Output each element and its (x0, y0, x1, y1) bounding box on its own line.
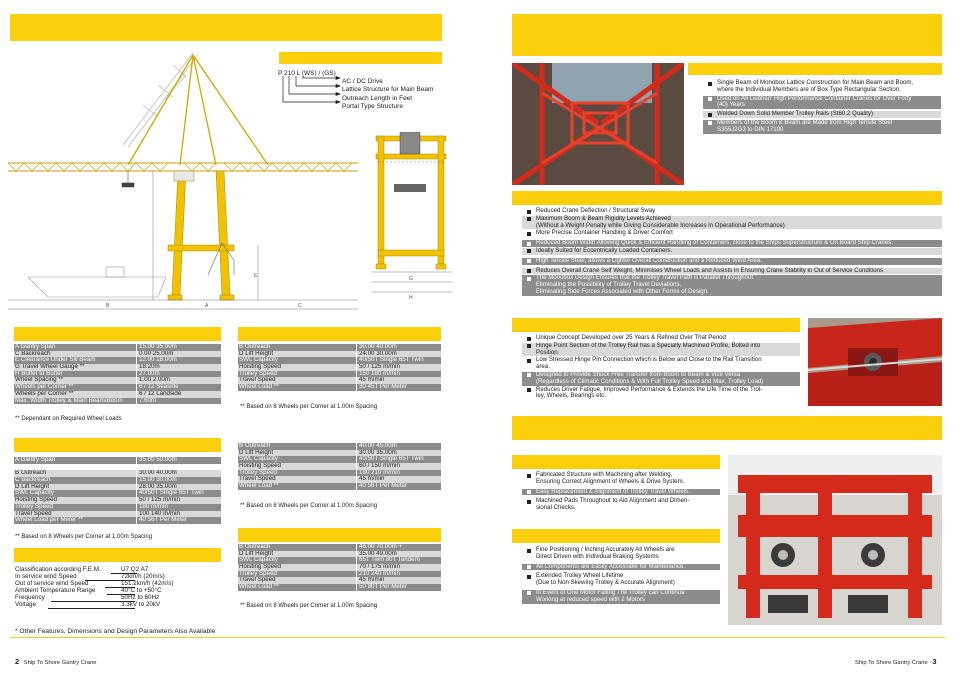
dim-letter: E (254, 273, 258, 279)
table-p3 (238, 544, 441, 591)
cell-value: 40 56T Per Meter (356, 483, 407, 490)
cell-value: 30 45T Per Meter (356, 384, 407, 391)
crane-end-view-drawing (372, 132, 452, 312)
section-bar-p3 (238, 528, 441, 542)
cell-label: G Travel Wheel Gauge ** (15, 364, 85, 371)
list-item (522, 230, 942, 237)
cell-label: Wheel Load ** (239, 483, 279, 490)
footer-rule (10, 637, 945, 638)
bullet-text: Reduces Overall Crane Self Weight, Minimises Wheel Loads and Assists in Ensuring Crane Stability in Out of Service Conditions (536, 266, 884, 274)
section-bar-p1 (238, 327, 441, 341)
cell-label: Travel Speed (239, 577, 276, 584)
bullet-text: All Components are Easily Accessible for Maintenance. (536, 562, 686, 570)
cell-value: 45 m/min (356, 476, 384, 483)
table-row (14, 351, 221, 358)
list-item (522, 335, 800, 342)
table-row (238, 384, 441, 391)
bullet-square-icon (527, 242, 531, 246)
bullet-square-icon (527, 249, 531, 253)
cell-label: Wheel Load ** (239, 584, 279, 591)
cell-value: 150 180 m/min (356, 371, 400, 378)
page-number: 2 (15, 657, 20, 666)
table-main-note: ** Dependant on Required Wheel Loads (15, 416, 122, 422)
cell-value: 30.00 40.00m (356, 344, 397, 351)
model-code-item: Portal Type Structure (342, 102, 403, 110)
cell-label: Trolley Speed (239, 469, 277, 476)
dim-letter: C (298, 303, 302, 309)
cell-value: 60 / 150 m/min (356, 463, 400, 470)
cell-label: C Backreach (15, 477, 51, 484)
cell-label: B Outreach (239, 544, 271, 550)
bullet-square-icon (527, 259, 531, 263)
bullet-text: Extended Trolley Wheel Lifetime (Due to Non Skewing Trolley & Accurate Alignment) (536, 572, 675, 587)
cell-value: 40 56T Per Meter (136, 517, 187, 524)
bullet-square-icon (527, 591, 531, 595)
table-row (238, 571, 441, 578)
table-row (14, 384, 221, 391)
cell-value: 12.00 18.00m (136, 357, 177, 364)
cell-value: 65T Twin 80T Tandem (356, 557, 420, 564)
cell-label: Hoisting Speed (239, 364, 281, 371)
spec-label: Out of service wind Speed (15, 579, 89, 587)
table-row (14, 511, 221, 518)
table-row (238, 443, 441, 450)
list-item (522, 590, 720, 604)
bullet-text: Easy Replacement & Alignment of Trolley Travel Wheels. (536, 487, 690, 495)
table-main2-note: ** Based on 8 Wheels per Corner at 1.00m Spacing (15, 534, 153, 540)
cell-value: 1.00 2.00m (136, 377, 170, 384)
cell-label: Wheels per Corner ** (15, 390, 74, 397)
boom-bullets-bar (688, 63, 942, 75)
right-page-footer (855, 657, 940, 666)
table-row (14, 484, 221, 491)
bullet-square-icon (708, 113, 712, 117)
cell-value: 70 / 175 m/min (356, 564, 400, 571)
cell-label: D Lift Height (239, 350, 274, 357)
table-row (238, 577, 441, 584)
bullet-text: More Precise Container Handling & Driver Comfort (536, 229, 673, 237)
cell-value: 18.20m (136, 364, 160, 371)
general-spec (15, 567, 174, 608)
list-item (522, 547, 720, 561)
left-page-footer (12, 657, 97, 666)
cell-label: A Gantry Span (15, 457, 56, 463)
cell-value: 15.00 35.00m (136, 344, 177, 351)
crane-elevation-drawing (8, 45, 368, 320)
bullet-square-icon (527, 232, 531, 236)
page-title: Ship To Shore Gantry Crane (855, 660, 928, 666)
table-row (14, 497, 221, 504)
spec-value: U7 Q2 A7 (121, 566, 149, 573)
table-row (14, 457, 221, 464)
cell-value: 30.00 40.00m (136, 470, 177, 477)
list-item (522, 248, 942, 255)
hinge-graphic (808, 318, 942, 406)
cell-value: 50 / 125 m/min (136, 497, 180, 504)
bullet-text: Designed to Provide Shock Free Transfer from Boom to Beam & Vice Versa (Regardless of Climatic Conditions & With Full Trolley Speed and Max. Trolley Load) (536, 370, 764, 385)
table-row (14, 517, 221, 524)
cell-value: 40/50T Single 65T Twin (136, 490, 204, 497)
footer-note: * Other Features, Dimensions and Design Parameters Also Available (15, 628, 216, 635)
cell-label: D Lift Height (239, 550, 274, 557)
section-bar-spec (14, 548, 221, 562)
advantages-bar (512, 191, 942, 205)
trolley-header-bar (512, 416, 942, 440)
bullet-square-icon (527, 344, 531, 348)
table-row (238, 371, 441, 378)
table-row (238, 557, 441, 564)
cell-value: 210 240 m/min (356, 571, 400, 578)
cell-value: 6 / 12 Seaside (136, 384, 179, 391)
table-row (238, 450, 441, 457)
table-row (238, 470, 441, 477)
cell-value: 40/50T Single 65T Twin (356, 456, 424, 463)
table-row (14, 357, 221, 364)
list-item (522, 343, 800, 357)
dim-letter: B (106, 303, 110, 309)
section-bar-portal (14, 327, 221, 341)
bullet-square-icon (527, 549, 531, 553)
model-code-item: Lattice Structure for Main Beam (342, 86, 434, 94)
list-item (522, 372, 800, 386)
cell-value: 30.00 35.00m (356, 450, 397, 457)
cell-value: 180 210 m/min (356, 470, 400, 477)
spec-label: Ambient Temperature Range (15, 586, 96, 594)
cell-value: 40.00 45.00m (356, 443, 397, 450)
list-item (522, 357, 800, 371)
bullet-text: Used on All Liebherr High Performance Container Cranes for Over Forty (40) Years (717, 94, 912, 109)
cell-value: 180 m/min (136, 504, 168, 511)
table-row (238, 483, 441, 490)
model-code-item: Outreach Length in Feet (342, 94, 413, 102)
bullet-square-icon (527, 277, 531, 281)
bullet-text: Reduced Crane Deflection / Structural Sway (536, 207, 656, 214)
list-item (703, 80, 941, 94)
bullet-text: Members of the Boom & Beam are Made from High Tensile Steel S355J2G3 to DIN 17100 (717, 118, 892, 133)
table-p2-note: ** Based on 8 Wheels per Corner at 1.00m Spacing (240, 503, 378, 509)
bullet-text: High Tensile Steel, allows a Lighter Overall Construction and a Reduced Wind Area. (536, 256, 762, 264)
cell-value: 40/50T Single 65T Twin (356, 357, 424, 364)
cell-value: 50 / 125 m/min (356, 364, 400, 371)
list-item (522, 208, 942, 215)
bullet-square-icon (527, 210, 531, 214)
cell-label: Hoisting Speed (239, 564, 281, 571)
bullet-text: Unique Concept Developed over 25 Years & Refined Over That Period (536, 334, 726, 341)
table-row (14, 377, 221, 384)
table-row (238, 351, 441, 358)
cell-label: Trolley Speed (239, 370, 277, 377)
table-row (14, 490, 221, 497)
bullet-square-icon (527, 269, 531, 273)
list-item (522, 573, 720, 587)
list-item (522, 275, 942, 295)
cell-value: 27.00m (136, 371, 160, 378)
table-row (14, 470, 221, 477)
list-item (522, 258, 942, 265)
cell-label: Travel Speed (239, 377, 276, 384)
drive-bullets (522, 547, 720, 605)
drive-bar (512, 529, 720, 543)
bullet-square-icon (527, 337, 531, 341)
left-header-bar (10, 14, 442, 41)
boom-interior-graphic (512, 63, 684, 185)
cell-label: B Outreach (239, 344, 271, 350)
boom-bullets (703, 80, 941, 135)
list-item (522, 216, 942, 230)
cell-label: B Outreach (239, 443, 271, 449)
table-row (14, 477, 221, 484)
table-row (238, 344, 441, 351)
table-p1-note: ** Based on 8 Wheels per Corner at 1.00m Spacing (240, 404, 378, 410)
cell-value: 7.60m (136, 398, 156, 405)
cell-value: 6 / 12 Landside (136, 391, 181, 398)
cell-value: 50 80T Per Meter (356, 584, 407, 591)
bullet-square-icon (527, 490, 531, 494)
bullet-text: Reduces Driver Fatigue, Improved Performance & Extends the Life Time of the Trol- ley, Wheels, Bearings etc. (536, 385, 763, 400)
table-row (238, 463, 441, 470)
model-code-item: AC / DC Drive (342, 78, 383, 86)
spec-value: 151.2km/h (42m/s) (121, 579, 174, 587)
list-item (522, 472, 720, 486)
spec-label: Voltage (15, 600, 37, 608)
cell-value: 45 m/min (356, 377, 384, 384)
cell-label: Wheels per Corner ** (15, 384, 74, 391)
cell-value: 28.00 35.00m (136, 484, 177, 491)
bullet-text: Machined Pads Throughout to Aid Alignment and Dimen- sional Checks. (536, 497, 690, 512)
cell-value: 46.00 70.00m + (356, 544, 402, 551)
cell-label: B Outreach (15, 470, 47, 477)
cell-label: D Lift Height (239, 449, 274, 456)
trolley-graphic (728, 455, 942, 625)
cell-value: 24.00 30.00m (356, 351, 397, 358)
bullet-square-icon (708, 121, 712, 125)
bullet-text: Maximum Boom & Beam Rigidity Levels Achieved (Without a Weight Penalty while Giving Considerable Increases in Operational Performance) (536, 214, 785, 229)
cell-label: SWL Capacity (15, 490, 54, 497)
spec-label: Classification according F.E.M. (15, 566, 101, 573)
wheel-bar (512, 455, 720, 469)
cell-label: E Clearance Under Sill Beam (15, 357, 96, 364)
advantage-bullets (522, 208, 942, 297)
dim-letter: G (409, 276, 413, 282)
spec-label: Frequency (15, 593, 45, 601)
wheel-bullets (522, 472, 720, 513)
list-item (703, 120, 941, 134)
cell-label: SWL Capacity (239, 357, 278, 364)
cell-label: Max. Width Trolley & Main Beam/Boom (15, 397, 123, 404)
cell-label: A Gantry Span (15, 344, 56, 350)
bullet-text: Fine Positioning / Inching Accurately All Wheels are Direct Driven with Individual Braking Systems (536, 546, 675, 560)
bullet-text: Welded Down Solid Member Trolley Rails (St60.2 Quality) (717, 110, 874, 118)
bullet-square-icon (527, 565, 531, 569)
bullet-square-icon (708, 97, 712, 101)
dim-letter: A (205, 303, 209, 309)
cell-label: SWL Capacity (239, 456, 278, 463)
hinge-bullets (522, 335, 800, 401)
page-number: 3 (932, 657, 937, 666)
spec-label: In service wind Speed (15, 572, 77, 580)
list-item (522, 387, 800, 401)
table-row (14, 371, 221, 378)
table-row (238, 456, 441, 463)
bullet-text: Hinge Point Section of the Trolley Rail has a Specially Machined Profile, Bolted into Position. (536, 341, 761, 356)
bullet-text: Fabricated Structure with Machining after Welding, Ensuring Correct Alignment of Wheels & Drive System. (536, 471, 685, 485)
cell-label: SWL Capacity (239, 557, 278, 564)
list-item (703, 96, 941, 110)
bullet-square-icon (527, 388, 531, 392)
hinge-photo (808, 318, 942, 406)
boom-interior-photo (512, 63, 684, 185)
table-p2 (238, 443, 441, 490)
cell-label: D Lift Height (15, 483, 50, 490)
table-main (14, 344, 221, 404)
cell-label: Wheel Load ** (239, 384, 279, 391)
hinge-bar (512, 318, 800, 332)
cell-value (136, 464, 139, 471)
table-row (238, 377, 441, 384)
bullet-text: Reduced Boom Width Allowing Quick & Efficient Handling of Containers, close to the Ships Superstructure & On Board Ship Cranes. (536, 239, 893, 247)
table-row (14, 344, 221, 351)
table-main2 (14, 457, 221, 524)
cell-label: Wheel Spacing ** (15, 377, 64, 384)
spec-value: 3.3kV to 20kV (121, 600, 161, 608)
cell-label: Wheel Load per Meter ** (15, 517, 83, 524)
table-row (238, 551, 441, 558)
model-code: P 210 L (WS) / (GS) (278, 70, 336, 77)
cell-label: Trolley Speed (15, 503, 53, 510)
list-item (522, 564, 720, 571)
section-bar-main2 (14, 438, 221, 452)
dim-letter: H (409, 295, 413, 301)
cell-value: 100 140 m/min (136, 511, 180, 518)
table-row (238, 584, 441, 591)
list-item (522, 240, 942, 247)
cell-value: 35.00 49.00m (356, 551, 397, 558)
spec-value: 50Hz to 60Hz (121, 593, 160, 601)
bullet-text: In Event of One Motor Failing The Trolley can Continue Working at reduced speed with 2 Motors (536, 588, 685, 603)
spec-value: 40°C to +50°C (121, 586, 162, 594)
bullet-text: The Monobox Design Ensures that the Trolley Travel Path is Parallel Throughout Eliminating the Possibility of Trolley Travel Deviations. Eliminating Side Forces Associated with Other Forms of Design. (536, 274, 754, 295)
list-item (522, 268, 942, 275)
list-item (522, 489, 720, 496)
bullet-square-icon (708, 82, 712, 86)
table-row (14, 391, 221, 398)
cell-label: Travel Speed (15, 510, 52, 517)
cell-label: Hoisting Speed (239, 463, 281, 470)
bullet-square-icon (527, 500, 531, 504)
cell-label: Hoisting Speed (15, 497, 57, 504)
bullet-square-icon (527, 474, 531, 478)
bullet-square-icon (527, 217, 531, 221)
bullet-text: Low Stressed Hinge Pin Connection which is Below and Close to the Rail Transition area. (536, 356, 762, 371)
cell-label: Travel Speed (239, 476, 276, 483)
bullet-text: Single Beam of Monobox Lattice Construction for Main Beam and Boom, where the Individual Members are of Box Type Rectangular Section. (717, 79, 914, 93)
table-row (14, 504, 221, 511)
right-header-bar (512, 14, 942, 56)
table-p1 (238, 344, 441, 391)
page-title: Ship To Shore Gantry Crane (23, 660, 97, 666)
table-row (14, 398, 221, 405)
bullet-square-icon (527, 359, 531, 363)
bullet-text: Ideally Suited for Eccentrically Loaded Containers. (536, 246, 673, 254)
list-item (703, 111, 941, 118)
cell-value: 35.00 50.00m (136, 457, 177, 464)
table-row (238, 476, 441, 483)
table-row (238, 357, 441, 364)
table-row (14, 464, 221, 471)
cell-value: 15.00 30.00m (136, 477, 177, 484)
bullet-square-icon (527, 373, 531, 377)
table-row (238, 544, 441, 551)
list-item (522, 498, 720, 512)
cell-label: C Backreach (15, 350, 51, 357)
cell-value: 45 m/min (356, 577, 384, 584)
spec-value: 72km/h (20m/s) (121, 572, 165, 580)
table-row (238, 364, 441, 371)
table-row (238, 564, 441, 571)
table-p3-note: ** Based on 8 Wheels per Corner at 1.00m Spacing (240, 603, 378, 609)
trolley-photo (728, 455, 942, 625)
cell-label: Trolley Speed (239, 570, 277, 577)
table-row (14, 364, 221, 371)
bullet-square-icon (527, 575, 531, 579)
cell-label: H Buffer to Buffer (15, 370, 63, 377)
cell-value: 0.00 25.00m (136, 351, 173, 358)
cell-label (14, 464, 136, 471)
